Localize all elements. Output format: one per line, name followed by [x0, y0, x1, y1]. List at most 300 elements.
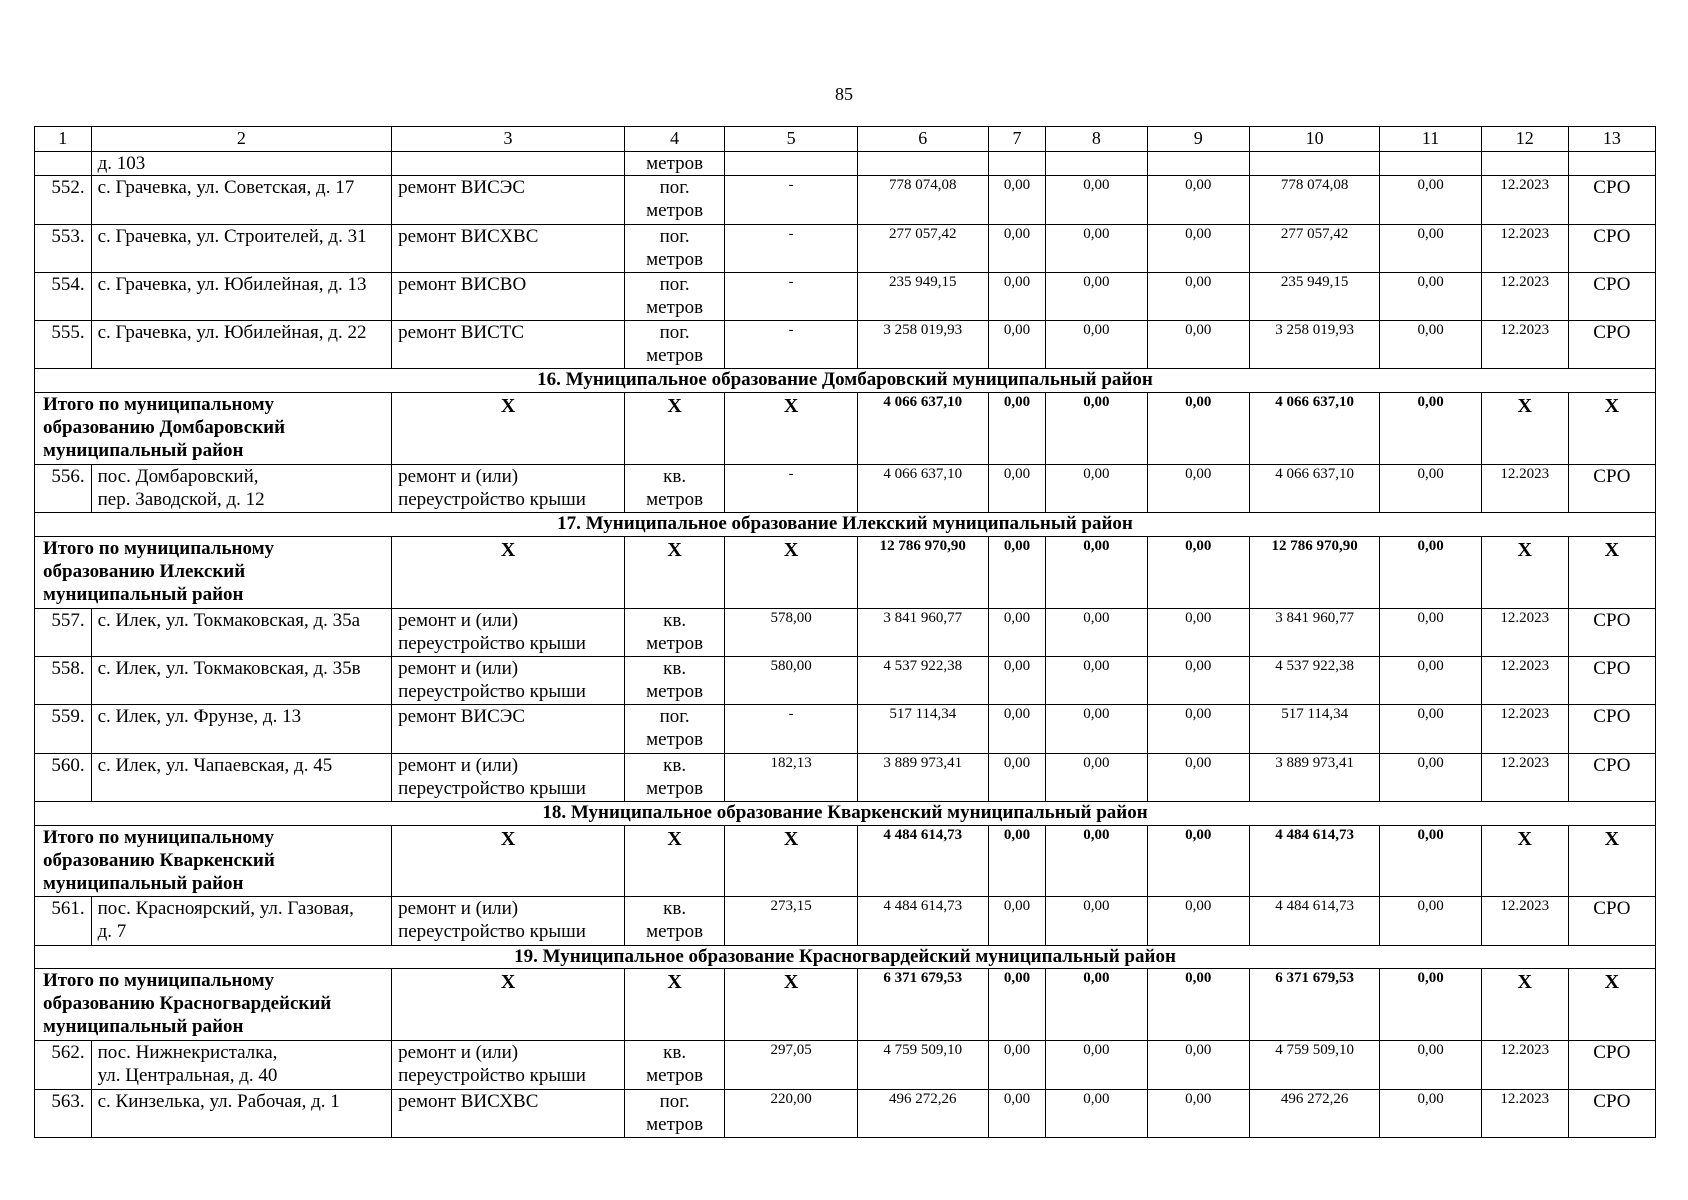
header-cell: 13 [1568, 127, 1655, 152]
cell-line: д. 7 [97, 921, 127, 943]
cell-line: ремонт ВИСВО [398, 273, 527, 295]
cell-line: переустройство крыши [398, 777, 586, 799]
cell-line: метров [646, 248, 704, 270]
amount-total: 12 786 970,90 [857, 536, 988, 608]
amount-total: 4 537 922,38 [857, 657, 988, 705]
table-row [35, 321, 1656, 369]
amount-c11: 0,00 [1380, 1089, 1481, 1137]
amount-c11: 0,00 [1380, 969, 1481, 1041]
area-cell: - [725, 176, 858, 224]
cell-line: образованию Кваркенский [43, 849, 275, 871]
amount-c10: 496 272,26 [1249, 1089, 1380, 1137]
amount-c7: 0,00 [988, 705, 1046, 753]
area-cell: - [725, 272, 858, 320]
area-cell [725, 151, 858, 176]
amount-c8 [1046, 151, 1147, 176]
work-type-cell [392, 1041, 625, 1089]
x-mark: X [392, 825, 625, 897]
contractor-cell: СРО [1568, 224, 1655, 272]
amount-c8: 0,00 [1046, 464, 1147, 512]
amount-c8: 0,00 [1046, 608, 1147, 656]
address-cell [91, 753, 391, 801]
amount-date: 12.2023 [1481, 176, 1568, 224]
amount-c11: 0,00 [1380, 897, 1481, 945]
amount-c8: 0,00 [1046, 1041, 1147, 1089]
amount-c7: 0,00 [988, 224, 1046, 272]
cell-line: Итого по муниципальному [43, 394, 275, 416]
contractor-cell: СРО [1568, 608, 1655, 656]
address-cell [91, 705, 391, 753]
unit-cell [625, 272, 725, 320]
section-row [35, 945, 1656, 969]
section-title: 18. Муниципальное образование Кваркенский муниципальный район [35, 801, 1656, 825]
unit-cell [625, 321, 725, 369]
address-cell [91, 272, 391, 320]
amount-c9: 0,00 [1147, 224, 1249, 272]
amount-c7: 0,00 [988, 393, 1046, 465]
x-mark: X [392, 393, 625, 465]
amount-c11: 0,00 [1380, 608, 1481, 656]
cell-line: переустройство крыши [398, 681, 586, 703]
cell-line: метров [646, 632, 704, 654]
cell-line: пер. Заводской, д. 12 [97, 488, 265, 510]
header-cell: 1 [35, 127, 92, 152]
amount-total: 235 949,15 [857, 272, 988, 320]
area-cell: - [725, 464, 858, 512]
cell-line: Итого по муниципальному [43, 970, 275, 992]
contractor-cell [1568, 151, 1655, 176]
row-number: 563. [35, 1089, 92, 1137]
table-row [35, 176, 1656, 224]
row-number: 557. [35, 608, 92, 656]
row-number [35, 151, 92, 176]
unit-cell [625, 608, 725, 656]
amount-date [1481, 151, 1568, 176]
amount-date: 12.2023 [1481, 464, 1568, 512]
cell-line: муниципальный район [43, 872, 244, 894]
total-label [35, 969, 392, 1041]
amount-c8: 0,00 [1046, 224, 1147, 272]
address-cell [91, 657, 391, 705]
amount-c11: 0,00 [1380, 705, 1481, 753]
total-label [35, 536, 392, 608]
cell-line: пог. [659, 273, 690, 295]
row-number: 556. [35, 464, 92, 512]
unit-cell [625, 1089, 725, 1137]
total-label [35, 825, 392, 897]
table-row [35, 657, 1656, 705]
address-cell [91, 176, 391, 224]
table-row [35, 705, 1656, 753]
table-row [35, 151, 1656, 176]
contractor-cell: СРО [1568, 753, 1655, 801]
amount-total [857, 151, 988, 176]
cell-line: с. Кинзелька, ул. Рабочая, д. 1 [97, 1090, 340, 1112]
work-type-cell [392, 897, 625, 945]
amount-c11: 0,00 [1380, 393, 1481, 465]
cell-line: пос. Нижнекристалка, [97, 1042, 278, 1064]
amount-date: 12.2023 [1481, 321, 1568, 369]
column-number-header [35, 127, 1656, 152]
amount-c8: 0,00 [1046, 657, 1147, 705]
section-row [35, 369, 1656, 393]
amount-c9: 0,00 [1147, 321, 1249, 369]
table-row [35, 753, 1656, 801]
x-mark: X [392, 969, 625, 1041]
row-number: 561. [35, 897, 92, 945]
amount-c8: 0,00 [1046, 969, 1147, 1041]
x-mark: X [625, 393, 725, 465]
amount-c11: 0,00 [1380, 176, 1481, 224]
header-cell: 5 [725, 127, 858, 152]
section-title: 17. Муниципальное образование Илекский муниципальный район [35, 513, 1656, 537]
amount-date: 12.2023 [1481, 608, 1568, 656]
cell-line: переустройство крыши [398, 921, 586, 943]
amount-c11: 0,00 [1380, 753, 1481, 801]
amount-date: 12.2023 [1481, 1041, 1568, 1089]
cell-line: кв. [663, 898, 687, 920]
x-mark: X [1481, 969, 1568, 1041]
section-title: 16. Муниципальное образование Домбаровский муниципальный район [35, 369, 1656, 393]
work-type-cell [392, 272, 625, 320]
amount-total: 4 759 509,10 [857, 1041, 988, 1089]
amount-c7: 0,00 [988, 657, 1046, 705]
work-type-cell [392, 224, 625, 272]
amount-c9: 0,00 [1147, 705, 1249, 753]
header-cell: 3 [392, 127, 625, 152]
work-type-cell [392, 321, 625, 369]
cell-line: ремонт и (или) [398, 658, 519, 680]
contractor-cell: СРО [1568, 176, 1655, 224]
amount-c10: 3 889 973,41 [1249, 753, 1380, 801]
cell-line: образованию Илекский [43, 560, 246, 582]
amount-c7: 0,00 [988, 897, 1046, 945]
address-cell [91, 1089, 391, 1137]
table-body [35, 127, 1656, 1138]
table-row [35, 1041, 1656, 1089]
x-mark: X [392, 536, 625, 608]
total-row [35, 969, 1656, 1041]
header-cell: 7 [988, 127, 1046, 152]
row-number: 558. [35, 657, 92, 705]
unit-cell [625, 897, 725, 945]
table-row [35, 272, 1656, 320]
work-type-cell [392, 464, 625, 512]
address-cell [91, 151, 391, 176]
area-cell: - [725, 321, 858, 369]
cell-line: с. Грачевка, ул. Советская, д. 17 [97, 177, 355, 199]
cell-line: метров [646, 777, 704, 799]
cell-line: д. 103 [97, 152, 146, 174]
cell-line: метров [646, 729, 704, 751]
amount-total: 4 484 614,73 [857, 897, 988, 945]
cell-line: пос. Красноярский, ул. Газовая, [97, 898, 354, 920]
amount-c7: 0,00 [988, 536, 1046, 608]
amount-c11: 0,00 [1380, 272, 1481, 320]
row-number: 553. [35, 224, 92, 272]
header-cell: 8 [1046, 127, 1147, 152]
header-cell: 4 [625, 127, 725, 152]
cell-line: метров [646, 200, 704, 222]
cell-line: метров [646, 1113, 704, 1135]
amount-c10: 277 057,42 [1249, 224, 1380, 272]
amount-c10: 6 371 679,53 [1249, 969, 1380, 1041]
cell-line: ремонт ВИСХВС [398, 225, 539, 247]
contractor-cell: СРО [1568, 705, 1655, 753]
amount-c8: 0,00 [1046, 753, 1147, 801]
unit-cell [625, 464, 725, 512]
page-number: 85 [835, 84, 853, 104]
amount-total: 517 114,34 [857, 705, 988, 753]
amount-c11: 0,00 [1380, 321, 1481, 369]
amount-c10: 3 841 960,77 [1249, 608, 1380, 656]
amount-c9: 0,00 [1147, 1089, 1249, 1137]
unit-cell [625, 151, 725, 176]
total-row [35, 825, 1656, 897]
amount-c11 [1380, 151, 1481, 176]
unit-cell [625, 1041, 725, 1089]
cell-line: ремонт ВИСЭС [398, 706, 526, 728]
x-mark: X [1481, 825, 1568, 897]
amount-total: 496 272,26 [857, 1089, 988, 1137]
amount-c9: 0,00 [1147, 393, 1249, 465]
x-mark: X [1568, 536, 1655, 608]
amount-c10: 4 537 922,38 [1249, 657, 1380, 705]
cell-line: ремонт и (или) [398, 465, 519, 487]
table-row [35, 897, 1656, 945]
area-cell: 578,00 [725, 608, 858, 656]
work-type-cell [392, 753, 625, 801]
amount-total: 4 066 637,10 [857, 464, 988, 512]
amount-total: 277 057,42 [857, 224, 988, 272]
amount-c11: 0,00 [1380, 1041, 1481, 1089]
cell-line: метров [646, 1065, 704, 1087]
amount-total: 3 889 973,41 [857, 753, 988, 801]
area-cell: - [725, 705, 858, 753]
cell-line: пог. [659, 706, 690, 728]
amount-c8: 0,00 [1046, 705, 1147, 753]
header-cell: 6 [857, 127, 988, 152]
address-cell [91, 224, 391, 272]
amount-c9: 0,00 [1147, 1041, 1249, 1089]
row-number: 560. [35, 753, 92, 801]
contractor-cell: СРО [1568, 1041, 1655, 1089]
amount-c10: 4 759 509,10 [1249, 1041, 1380, 1089]
row-number: 552. [35, 176, 92, 224]
contractor-cell: СРО [1568, 897, 1655, 945]
amount-c9: 0,00 [1147, 608, 1249, 656]
amount-c7: 0,00 [988, 464, 1046, 512]
amount-c7: 0,00 [988, 1041, 1046, 1089]
row-number: 559. [35, 705, 92, 753]
amount-c7: 0,00 [988, 608, 1046, 656]
capital-repair-table [34, 126, 1656, 1138]
work-type-cell [392, 176, 625, 224]
unit-cell [625, 753, 725, 801]
cell-line: ремонт и (или) [398, 898, 519, 920]
amount-date: 12.2023 [1481, 897, 1568, 945]
work-type-cell [392, 705, 625, 753]
amount-c7: 0,00 [988, 969, 1046, 1041]
header-cell: 2 [91, 127, 391, 152]
header-cell: 10 [1249, 127, 1380, 152]
area-cell: 273,15 [725, 897, 858, 945]
amount-c11: 0,00 [1380, 657, 1481, 705]
area-cell: 182,13 [725, 753, 858, 801]
contractor-cell: СРО [1568, 464, 1655, 512]
cell-line: кв. [663, 658, 687, 680]
cell-line: переустройство крыши [398, 1065, 586, 1087]
cell-line: переустройство крыши [398, 488, 586, 510]
amount-total: 4 484 614,73 [857, 825, 988, 897]
x-mark: X [1568, 969, 1655, 1041]
work-type-cell [392, 657, 625, 705]
area-cell: 580,00 [725, 657, 858, 705]
area-cell: 297,05 [725, 1041, 858, 1089]
cell-line: ремонт ВИСТС [398, 322, 525, 344]
amount-c9: 0,00 [1147, 464, 1249, 512]
address-cell [91, 897, 391, 945]
amount-date: 12.2023 [1481, 224, 1568, 272]
amount-c7: 0,00 [988, 753, 1046, 801]
cell-line: муниципальный район [43, 440, 244, 462]
cell-line: пог. [659, 322, 690, 344]
cell-line: Итого по муниципальному [43, 826, 275, 848]
table-row [35, 1089, 1656, 1137]
cell-line: кв. [663, 754, 687, 776]
cell-line: кв. [663, 465, 687, 487]
cell-line: Итого по муниципальному [43, 537, 275, 559]
contractor-cell: СРО [1568, 657, 1655, 705]
header-cell: 9 [1147, 127, 1249, 152]
amount-c9: 0,00 [1147, 825, 1249, 897]
total-row [35, 536, 1656, 608]
amount-c9: 0,00 [1147, 753, 1249, 801]
area-cell: - [725, 224, 858, 272]
x-mark: X [725, 969, 858, 1041]
amount-c8: 0,00 [1046, 393, 1147, 465]
x-mark: X [725, 536, 858, 608]
amount-c8: 0,00 [1046, 272, 1147, 320]
cell-line: пог. [659, 1090, 690, 1112]
amount-date: 12.2023 [1481, 705, 1568, 753]
x-mark: X [1568, 825, 1655, 897]
amount-c7: 0,00 [988, 272, 1046, 320]
amount-c11: 0,00 [1380, 464, 1481, 512]
area-cell: 220,00 [725, 1089, 858, 1137]
cell-line: пог. [659, 225, 690, 247]
x-mark: X [1568, 393, 1655, 465]
work-type-cell [392, 151, 625, 176]
header-cell: 11 [1380, 127, 1481, 152]
amount-date: 12.2023 [1481, 1089, 1568, 1137]
cell-line: образованию Красногвардейский [43, 993, 332, 1015]
amount-c9: 0,00 [1147, 176, 1249, 224]
amount-c8: 0,00 [1046, 176, 1147, 224]
amount-c9 [1147, 151, 1249, 176]
amount-total: 778 074,08 [857, 176, 988, 224]
address-cell [91, 1041, 391, 1089]
table-row [35, 464, 1656, 512]
amount-c9: 0,00 [1147, 536, 1249, 608]
row-number: 554. [35, 272, 92, 320]
amount-c11: 0,00 [1380, 536, 1481, 608]
cell-line: метров [646, 488, 704, 510]
cell-line: с. Илек, ул. Чапаевская, д. 45 [97, 754, 333, 776]
amount-c9: 0,00 [1147, 969, 1249, 1041]
cell-line: пог. [659, 177, 690, 199]
amount-c7: 0,00 [988, 1089, 1046, 1137]
address-cell [91, 608, 391, 656]
total-row [35, 393, 1656, 465]
unit-cell [625, 657, 725, 705]
cell-line: с. Илек, ул. Токмаковская, д. 35в [97, 658, 361, 680]
amount-date: 12.2023 [1481, 272, 1568, 320]
cell-line: кв. [663, 1042, 687, 1064]
cell-line: с. Грачевка, ул. Юбилейная, д. 13 [97, 273, 367, 295]
header-cell: 12 [1481, 127, 1568, 152]
cell-line: пос. Домбаровский, [97, 465, 259, 487]
table-row [35, 224, 1656, 272]
cell-line: метров [646, 681, 704, 703]
cell-line: с. Илек, ул. Токмаковская, д. 35а [97, 609, 361, 631]
cell-line: кв. [663, 609, 687, 631]
x-mark: X [625, 825, 725, 897]
amount-c8: 0,00 [1046, 897, 1147, 945]
cell-line: метров [646, 152, 704, 174]
amount-c10: 3 258 019,93 [1249, 321, 1380, 369]
cell-line: ул. Центральная, д. 40 [97, 1065, 278, 1087]
section-row [35, 801, 1656, 825]
cell-line: ремонт ВИСХВС [398, 1090, 539, 1112]
amount-c10: 4 066 637,10 [1249, 393, 1380, 465]
section-title: 19. Муниципальное образование Красногвардейский муниципальный район [35, 945, 1656, 969]
amount-c10: 4 066 637,10 [1249, 464, 1380, 512]
section-row [35, 513, 1656, 537]
cell-line: с. Илек, ул. Фрунзе, д. 13 [97, 706, 302, 728]
contractor-cell: СРО [1568, 1089, 1655, 1137]
amount-c7: 0,00 [988, 321, 1046, 369]
amount-c9: 0,00 [1147, 657, 1249, 705]
cell-line: с. Грачевка, ул. Строителей, д. 31 [97, 225, 367, 247]
amount-c10 [1249, 151, 1380, 176]
work-type-cell [392, 1089, 625, 1137]
amount-c10: 235 949,15 [1249, 272, 1380, 320]
address-cell [91, 321, 391, 369]
cell-line: метров [646, 296, 704, 318]
unit-cell [625, 224, 725, 272]
x-mark: X [1481, 393, 1568, 465]
unit-cell [625, 176, 725, 224]
amount-c8: 0,00 [1046, 1089, 1147, 1137]
cell-line: метров [646, 345, 704, 367]
address-cell [91, 464, 391, 512]
amount-c9: 0,00 [1147, 272, 1249, 320]
amount-c10: 12 786 970,90 [1249, 536, 1380, 608]
amount-c8: 0,00 [1046, 536, 1147, 608]
amount-total: 3 841 960,77 [857, 608, 988, 656]
cell-line: образованию Домбаровский [43, 417, 286, 439]
cell-line: ремонт и (или) [398, 754, 519, 776]
x-mark: X [725, 825, 858, 897]
amount-c8: 0,00 [1046, 825, 1147, 897]
amount-date: 12.2023 [1481, 657, 1568, 705]
x-mark: X [625, 536, 725, 608]
amount-total: 4 066 637,10 [857, 393, 988, 465]
work-type-cell [392, 608, 625, 656]
cell-line: ремонт и (или) [398, 1042, 519, 1064]
amount-c10: 4 484 614,73 [1249, 897, 1380, 945]
